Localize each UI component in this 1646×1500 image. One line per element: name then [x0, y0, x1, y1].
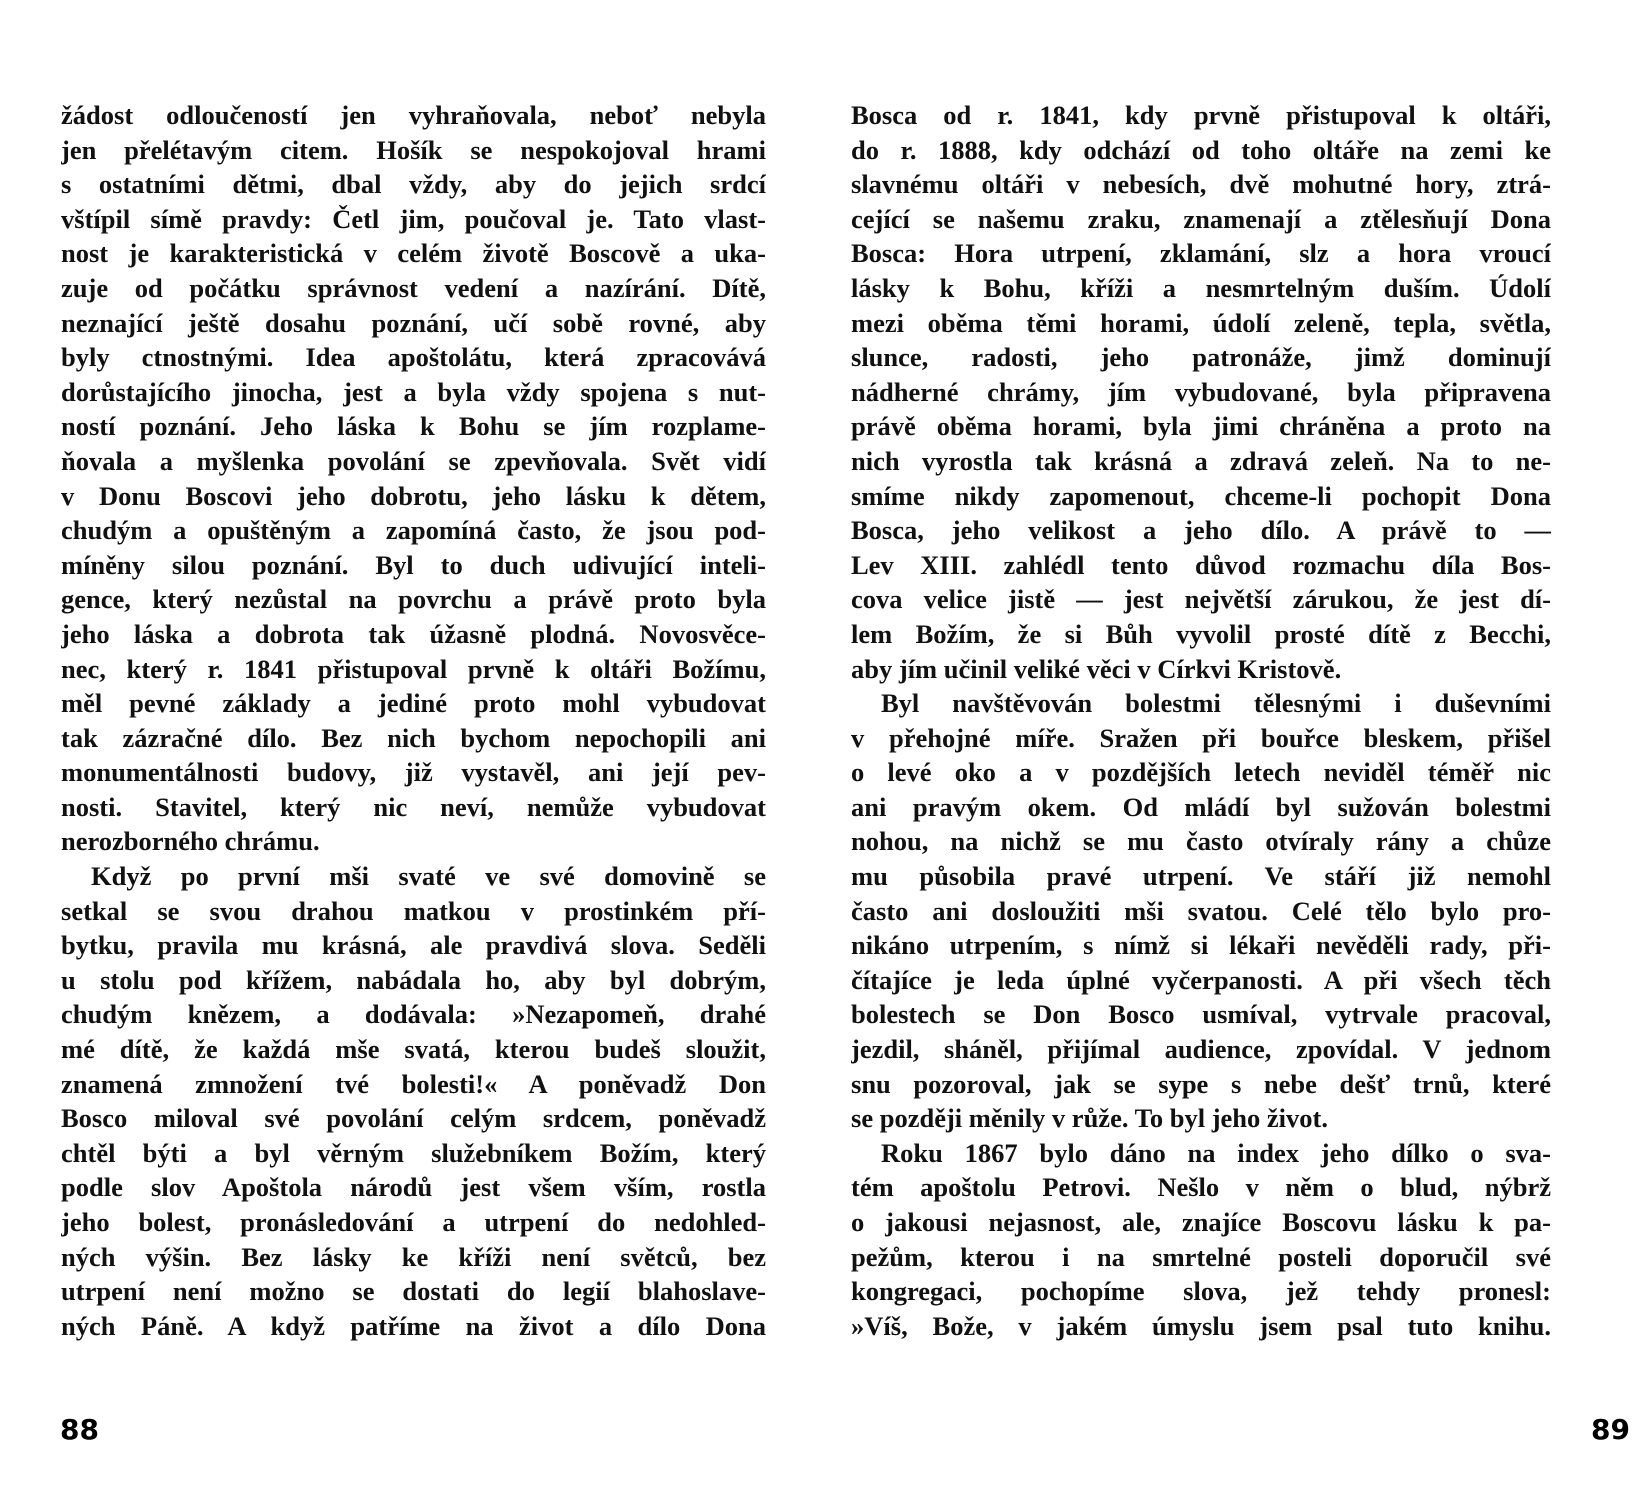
text-line: často ani dosloužiti mši svatou. Celé tělo bylo pro- — [851, 895, 1551, 926]
text-line: monumentálnosti budovy, již vystavěl, ani její pev- — [61, 757, 766, 788]
text-line: míněny silou poznání. Byl to duch udivující inteli- — [61, 549, 766, 580]
text-line: bolestech se Don Bosco usmíval, vytrvale pracoval, — [851, 999, 1551, 1030]
text-line: lásky k Bohu, kříži a nesmrtelným duším. Údolí — [851, 272, 1551, 303]
text-line: právě oběma horami, byla jimi chráněna a proto na — [851, 411, 1551, 442]
text-line: utrpení není možno se dostati do legií blahoslave- — [61, 1276, 766, 1307]
text-line: nich vyrostla tak krásná a zdravá zeleň. Na to ne- — [851, 445, 1551, 476]
page-number-right: 89 — [1591, 1413, 1630, 1446]
text-line: měl pevné základy a jediné proto mohl vybudovat — [61, 688, 766, 719]
text-line: se později měnily v růže. To byl jeho život. — [851, 1103, 1328, 1134]
text-line: jezdil, sháněl, přijímal audience, zpovídal. V jednom — [851, 1034, 1551, 1065]
text-line: mezi oběma těmi horami, údolí zeleně, tepla, světla, — [851, 307, 1551, 338]
text-line: nikáno utrpením, s nímž si lékaři nevěděli rady, při- — [851, 930, 1551, 961]
text-line: pežům, kterou i na smrtelné posteli doporučil své — [851, 1241, 1551, 1272]
text-line: chudým knězem, a dodávala: »Nezapomeň, drahé — [61, 999, 766, 1030]
text-line: Bosco miloval své povolání celým srdcem, poněvadž — [61, 1103, 766, 1134]
text-line: zuje od počátku správnost vedení a nazírání. Dítě, — [61, 272, 766, 303]
text-line: dorůstajícího jinocha, jest a byla vždy spojena s nut- — [61, 376, 766, 407]
text-line: chtěl býti a byl věrným služebníkem Božím, který — [61, 1137, 766, 1168]
text-line: Roku 1867 bylo dáno na index jeho dílko o sva- — [881, 1137, 1551, 1168]
text-line: nohou, na nichž se mu často otvíraly rány a chůze — [851, 826, 1551, 857]
text-line: tak zázračné dílo. Bez nich bychom nepochopili ani — [61, 722, 766, 753]
text-line: mé dítě, že každá mše svatá, kterou budeš sloužit, — [61, 1034, 766, 1065]
text-line: kongregaci, pochopíme slova, jež tehdy pronesl: — [851, 1276, 1551, 1307]
text-line: snu pozoroval, jak se sype s nebe dešť trnů, které — [851, 1068, 1551, 1099]
text-line: Bosca, jeho velikost a jeho dílo. A právě to — — [851, 515, 1551, 546]
text-line: s ostatními dětmi, dbal vždy, aby do jejich srdcí — [61, 169, 766, 200]
text-line: setkal se svou drahou matkou v prostinkém pří- — [61, 895, 766, 926]
text-line: ných Páně. A když patříme na život a dílo Dona — [61, 1310, 766, 1341]
text-line: bytku, pravila mu krásná, ale pravdivá slova. Seděli — [61, 930, 766, 961]
text-line: vštípil símě pravdy: Četl jim, poučoval je. Tato vlast- — [61, 203, 766, 234]
text-line: Bosca: Hora utrpení, zklamání, slz a hora vroucí — [851, 238, 1551, 269]
text-line: »Víš, Bože, v jakém úmyslu jsem psal tuto knihu. — [851, 1310, 1551, 1341]
text-line: o levé oko a v pozdějších letech neviděl téměř nic — [851, 757, 1551, 788]
text-line: čítajíce je leda úplné vyčerpanosti. A při všech těch — [851, 964, 1551, 995]
text-line: jeho bolest, pronásledování a utrpení do nedohled- — [61, 1207, 766, 1237]
right-page-text — [851, 98, 1551, 1343]
text-line: cející se našemu zraku, znamenají a ztělesňují Dona — [851, 203, 1551, 234]
right-page — [823, 0, 1646, 1500]
text-line: ných výšin. Bez lásky ke kříži není světců, bez — [61, 1241, 766, 1272]
text-line: slavnému oltáři v nebesích, dvě mohutné hory, ztrá- — [851, 169, 1551, 200]
text-line: Lev XIII. zahlédl tento důvod rozmachu díla Bos- — [851, 549, 1551, 580]
text-line: Bosca od r. 1841, kdy prvně přistupoval k oltáři, — [851, 100, 1551, 130]
text-line: nosti. Stavitel, který nic neví, nemůže vybudovat — [61, 791, 766, 822]
text-line: mu působila pravé utrpení. Ve stáří již nemohl — [851, 861, 1551, 892]
page-number-left: 88 — [60, 1413, 99, 1446]
text-line: nerozborného chrámu. — [61, 826, 320, 857]
text-line: ani pravým okem. Od mládí byl sužován bolestmi — [851, 791, 1551, 822]
text-line: ností poznání. Jeho láska k Bohu se jím rozplame- — [61, 411, 766, 442]
text-line: slunce, radosti, jeho patronáže, jimž dominují — [851, 342, 1551, 373]
text-line: nost je karakteristická v celém životě Boscově a uka- — [61, 238, 766, 269]
text-line: lem Božím, že si Bůh vyvolil prosté dítě z Becchi, — [851, 618, 1551, 649]
text-line: o jakousi nejasnost, ale, znajíce Boscovu lásku k pa- — [851, 1207, 1551, 1237]
text-line: gence, který nezůstal na povrchu a právě proto byla — [61, 584, 766, 615]
text-line: žádost odloučeností jen vyhraňovala, neboť nebyla — [61, 100, 766, 130]
text-line: byly ctnostnými. Idea apoštolátu, která zpracovává — [61, 342, 766, 373]
text-line: neznající ještě dosahu poznání, učí sobě rovné, aby — [61, 307, 766, 338]
text-line: smíme nikdy zapomenout, chceme-li pochopit Dona — [851, 480, 1551, 511]
text-line: Byl navštěvován bolestmi tělesnými i duševními — [881, 688, 1551, 719]
text-line: podle slov Apoštola národů jest všem vším, rostla — [61, 1172, 766, 1203]
text-line: jen přelétavým citem. Hošík se nespokojoval hrami — [61, 134, 766, 165]
text-line: aby jím učinil veliké věci v Církvi Kristově. — [851, 653, 1342, 684]
text-line: znamená zmnožení tvé bolesti!« A poněvadž Don — [61, 1068, 766, 1099]
text-line: tém apoštolu Petrovi. Nešlo v něm o blud, nýbrž — [851, 1172, 1551, 1203]
text-line: chudým a opuštěným a zapomíná často, že jsou pod- — [61, 515, 766, 546]
text-line: Když po první mši svaté ve své domovině se — [91, 861, 766, 892]
text-line: jeho láska a dobrota tak úžasně plodná. Novosvěce- — [61, 618, 766, 649]
text-line: cova velice jistě — jest největší zárukou, že jest dí- — [851, 584, 1551, 615]
text-line: v Donu Boscovi jeho dobrotu, jeho lásku k dětem, — [61, 480, 766, 511]
left-page-text — [61, 98, 766, 1343]
text-line: ňovala a myšlenka povolání se zpevňovala. Svět vidí — [61, 445, 766, 476]
text-line: do r. 1888, kdy odchází od toho oltáře na zemi ke — [851, 134, 1551, 165]
text-line: u stolu pod křížem, nabádala ho, aby byl dobrým, — [61, 964, 766, 995]
text-line: nec, který r. 1841 přistupoval prvně k oltáři Božímu, — [61, 653, 766, 684]
text-line: nádherné chrámy, jím vybudované, byla připravena — [851, 376, 1551, 407]
text-line: v přehojné míře. Sražen při bouřce bleskem, přišel — [851, 722, 1551, 753]
